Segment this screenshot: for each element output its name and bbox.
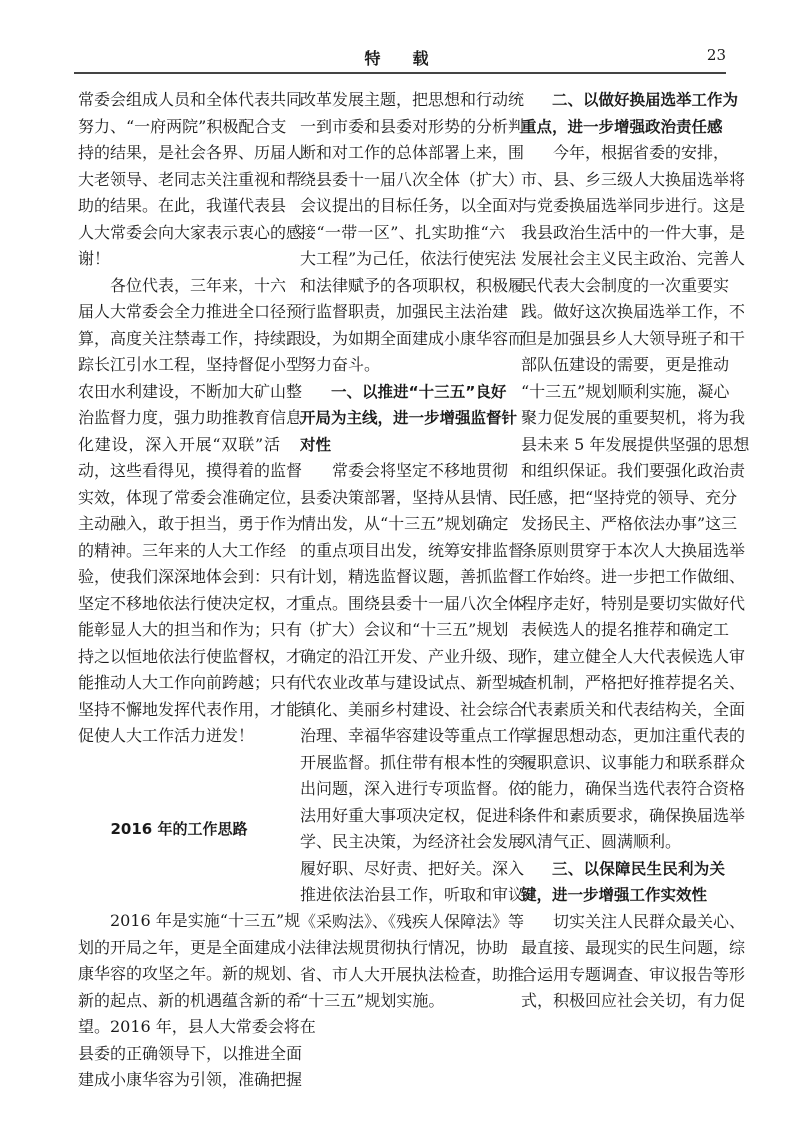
text-line: 改革发展主题，把思想和行动统 — [300, 90, 525, 109]
text-line: 望。2016 年，县人大常委会将在 — [78, 1017, 316, 1036]
text-line: 省、市人大开展执法检查，助推 — [300, 964, 525, 984]
text-line: 风清气正、圆满顺利。 — [521, 832, 682, 851]
section-heading — [78, 816, 280, 843]
text-line: 作，建立健全人大代表候选人审 — [521, 646, 746, 666]
text-line: 大工程”为己任，依法行使宪法 — [300, 249, 517, 268]
text-line: 条原则贯穿于本次人大换届选举 — [521, 540, 746, 560]
text-line: 治理、幸福华容建设等重点工作 — [300, 726, 525, 745]
text-line: 新的起点、新的机遇蕴含新的希 — [78, 990, 303, 1010]
column-middle — [300, 87, 525, 1015]
text-line: 推进依法治县工作，听取和审议 — [300, 885, 525, 904]
text-line: 验，使我们深深地体会到：只有 — [78, 567, 303, 586]
text-line: 断和对工作的总体部署上来，围 — [300, 143, 525, 162]
paragraph — [78, 273, 303, 750]
text-line: 一到市委和县委对形势的分析判 — [300, 116, 525, 136]
text-line: 镇化、美丽乡村建设、社会综合 — [300, 699, 525, 719]
text-line: 最直接、最现实的民生问题，综 — [521, 938, 746, 957]
text-line: 坚持不懈地发挥代表作用，才能 — [78, 699, 303, 719]
text-line: 我县政治生活中的一件大事，是 — [521, 222, 746, 242]
text-line: （扩大）会议和“十三五”规划 — [300, 620, 509, 639]
text-line: 人大常委会向大家表示衷心的感 — [78, 222, 303, 242]
text-line: “十三五”规划实施。 — [300, 991, 445, 1010]
text-line: 常委会组成人员和全体代表共同 — [78, 90, 303, 109]
text-line: 届人大常委会全力推进全口径预 — [78, 302, 303, 321]
text-line: 学、民主决策，为经济社会发展 — [300, 832, 525, 851]
section-heading — [521, 87, 739, 140]
text-line: 持之以恒地依法行使监督权，才 — [78, 646, 303, 666]
text-line: 促使人大工作活力迸发！ — [78, 726, 255, 745]
text-line: 今年，根据省委的安排， — [553, 143, 730, 162]
section-heading — [300, 379, 518, 459]
text-line: 治监督力度，强力助推教育信息 — [78, 408, 303, 427]
text-line: 程序走好，特别是要切实做好代 — [521, 593, 746, 613]
text-line: 代表素质关和代表结构关，全面 — [521, 699, 746, 719]
text-line: 履职意识、议事能力和联系群众 — [521, 752, 746, 772]
text-line: 式，积极回应社会关切，有力促 — [521, 991, 746, 1010]
page-number: 23 — [706, 46, 726, 64]
text-line: 县委的正确领导下，以推进全面 — [78, 1043, 303, 1063]
text-line: 查机制，严格把好推荐提名关、 — [521, 673, 746, 692]
text-line: 出问题，深入进行专项监督。依 — [300, 779, 525, 798]
paragraph — [300, 87, 525, 379]
text-line: 法用好重大事项决定权，促进科 — [300, 805, 525, 825]
text-line: 行监督职责，加强民主法治建 — [300, 302, 509, 321]
text-line: 发扬民主、严格依法办事”这三 — [521, 514, 738, 533]
paragraph — [521, 140, 750, 856]
text-line: 的能力，确保当选代表符合资格 — [521, 779, 746, 798]
text-line: 切实关注人民群众最关心、 — [553, 911, 746, 931]
text-line: 划的开局之年，更是全面建成小 — [78, 937, 303, 957]
header-rule — [74, 72, 726, 74]
text-line: 绕县委十一届八次全体（扩大） — [300, 169, 525, 189]
paragraph — [300, 458, 525, 1015]
text-line: 县委决策部署，坚持从县情、民 — [300, 487, 525, 507]
text-line: 代农业改革与建设试点、新型城 — [300, 673, 525, 692]
text-line: 合运用专题调查、审议报告等形 — [521, 964, 746, 984]
text-line: 践。做好这次换届选举工作，不 — [521, 302, 746, 321]
text-line: 工作始终。进一步把工作做细、 — [521, 567, 746, 586]
text-line: 《采购法》、《残疾人保障法》等 — [300, 911, 525, 931]
text-line: 二、以做好换届选举工作为 — [552, 91, 739, 109]
text-line: 市、县、乡三级人大换届选举将 — [521, 169, 746, 189]
text-line: 开展监督。抓住带有根本性的突 — [300, 752, 525, 772]
paragraph — [78, 87, 303, 273]
text-line: 会议提出的目标任务，以全面对 — [300, 196, 525, 215]
text-line: 对性 — [300, 435, 332, 454]
text-line: 常委会将坚定不移地贯彻 — [332, 461, 509, 480]
running-header-section: 特 载 — [364, 49, 429, 68]
text-line: 情出发，从“十三五”规划确定 — [300, 514, 509, 533]
text-line: 县未来 5 年发展提供坚强的思想 — [521, 434, 750, 454]
text-line: 算，高度关注禁毒工作，持续跟 — [78, 328, 303, 348]
text-line: 表候选人的提名推荐和确定工 — [521, 620, 730, 639]
text-line: 重点，进一步增强政治责任感 — [521, 117, 723, 136]
text-line: 能彰显人大的担当和作为；只有 — [78, 620, 303, 639]
text-line: 努力奋斗。 — [300, 355, 381, 374]
text-line: 部队伍建设的需要，更是推动 — [521, 355, 730, 374]
text-line: 助的结果。在此，我谨代表县 — [78, 196, 287, 215]
text-line: 谢！ — [78, 249, 111, 268]
text-line: 键，进一步增强工作实效性 — [521, 886, 708, 904]
text-line: 的重点项目出发，统筹安排监督 — [300, 540, 525, 560]
text-line: 任感，把“坚持党的领导、充分 — [521, 487, 738, 507]
paragraph — [78, 908, 316, 1094]
text-line: 条件和素质要求，确保换届选举 — [521, 805, 746, 825]
text-line: 的精神。三年来的人大工作经 — [78, 540, 287, 560]
text-line: 踪长江引水工程，坚持督促小型 — [78, 355, 303, 374]
text-line: 动，这些看得见，摸得着的监督 — [78, 461, 303, 480]
text-line: 建成小康华容为引领，准确把握 — [78, 1070, 303, 1089]
text-line: 能推动人大工作向前跨越；只有 — [78, 673, 303, 692]
text-line: 坚定不移地依法行使决定权，才 — [78, 593, 303, 613]
text-line: 设，为如期全面建成小康华容而 — [300, 328, 525, 348]
text-line: 确定的沿江开发、产业升级、现 — [300, 646, 525, 666]
text-line: 发展社会主义民主政治、完善人 — [521, 249, 746, 268]
text-line: 履好职、尽好责、把好关。深入 — [300, 858, 525, 878]
text-line: 法律法规贯彻执行情况，协助 — [300, 938, 509, 957]
text-line: 开局为主线，进一步增强监督针 — [300, 409, 518, 427]
text-line: 掌握思想动态，更加注重代表的 — [521, 726, 746, 745]
text-line: 持的结果，是社会各界、历届人 — [78, 143, 303, 162]
text-line: 三、以保障民生民利为关 — [552, 859, 725, 878]
text-line: 但是加强县乡人大领导班子和干 — [521, 328, 746, 348]
text-line: 和组织保证。我们要强化政治责 — [521, 461, 746, 480]
text-line: 化建设，深入开展“双联”活 — [78, 434, 280, 454]
text-line: 接“一带一区”、扎实助推“六 — [300, 222, 505, 242]
text-line: 主动融入，敢于担当，勇于作为 — [78, 514, 303, 533]
text-line: 2016 年是实施“十三五”规 — [110, 911, 301, 930]
text-line: 实效，体现了常委会准确定位， — [78, 487, 303, 507]
column-right — [521, 87, 750, 1015]
section-heading — [521, 856, 725, 909]
text-line: 与党委换届选举同步进行。这是 — [521, 196, 746, 215]
text-line: 农田水利建设，不断加大矿山整 — [78, 381, 303, 401]
text-line: 聚力促发展的重要契机，将为我 — [521, 408, 746, 427]
text-line: 民代表大会制度的一次重要实 — [521, 275, 730, 295]
text-line: 努力、“一府两院”积极配合支 — [78, 116, 287, 136]
text-line: 一、以推进“十三五”良好 — [331, 382, 507, 401]
text-line: 计划，精选监督议题，善抓监督 — [300, 567, 525, 586]
text-line: “十三五”规划顺利实施，凝心 — [521, 381, 730, 401]
text-line: 重点。围绕县委十一届八次全体 — [300, 593, 525, 613]
text-line: 各位代表，三年来，十六 — [110, 275, 287, 295]
text-line: 康华容的攻坚之年。新的规划、 — [78, 964, 303, 983]
text-line: 和法律赋予的各项职权，积极履 — [300, 275, 525, 295]
paragraph — [521, 909, 746, 1015]
text-line: 2016 年的工作思路 — [110, 819, 248, 838]
text-line: 大老领导、老同志关注重视和帮 — [78, 169, 303, 189]
